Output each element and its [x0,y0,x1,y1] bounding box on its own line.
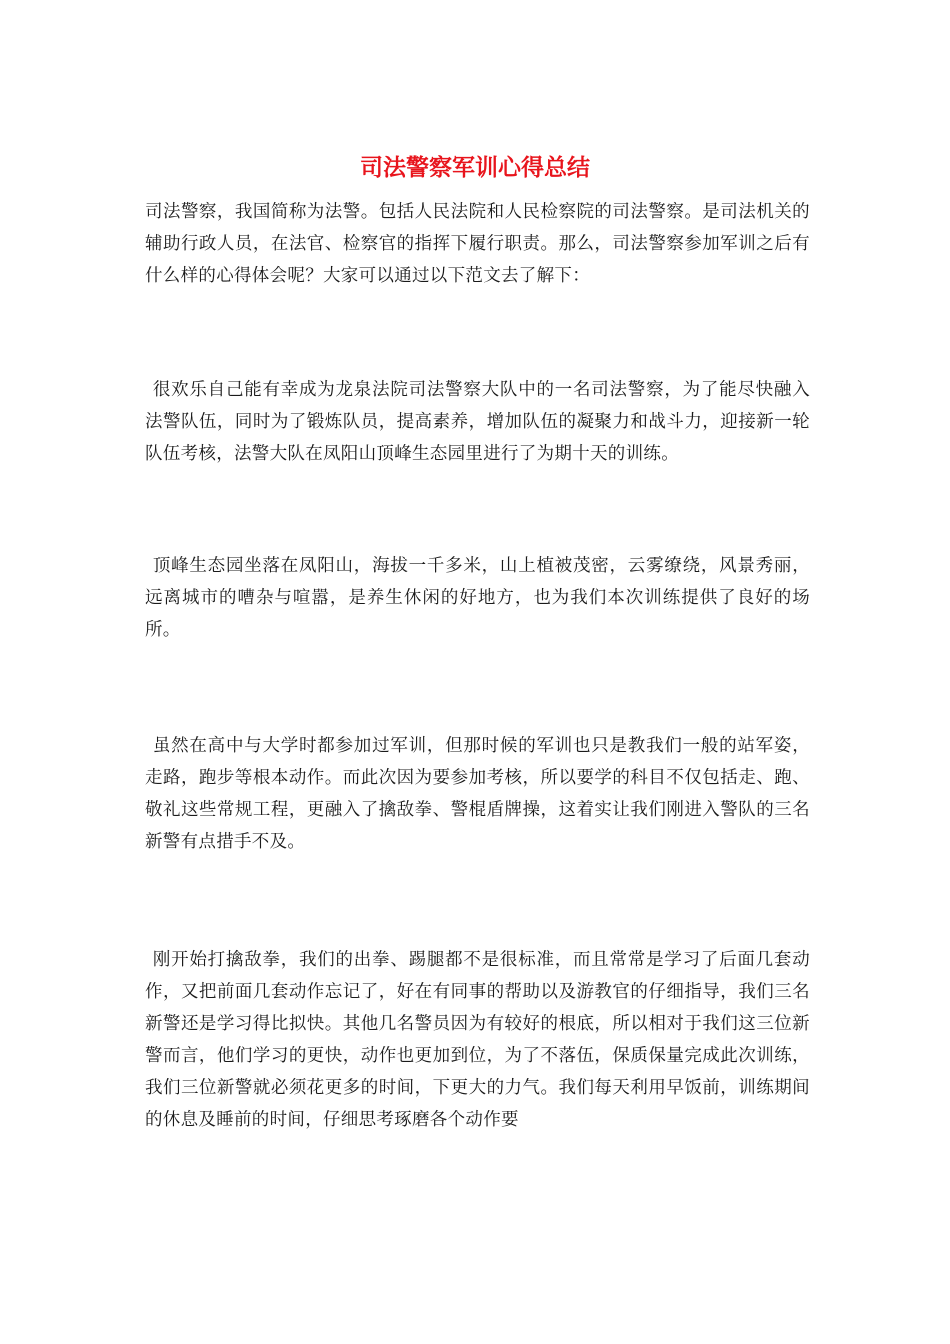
body-paragraph-3: 虽然在高中与大学时都参加过军训，但那时候的军训也只是教我们一般的站军姿，走路，跑步等根本动作。而此次因为要参加考核，所以要学的科目不仅包括走、跑、敬礼这些常规工程，更融入了擒敌拳、警棍盾牌操，这着实让我们刚进入警队的三名新警有点措手不及。 [145,736,810,852]
body-paragraph-4: 刚开始打擒敌拳，我们的出拳、踢腿都不是很标准，而且常常是学习了后面几套动作，又把前面几套动作忘记了，好在有同事的帮助以及游教官的仔细指导，我们三名新警还是学习得比拟快。其他几名警员因为有较好的根底，所以相对于我们这三位新警而言，他们学习的更快，动作也更加到位，为了不落伍，保质保量完成此次训练，我们三位新警就必须花更多的时间，下更大的力气。我们每天利用早饭前，训练期间的休息及睡前的时间，仔细思考琢磨各个动作要 [145,950,810,1130]
body-paragraph-1: 很欢乐自己能有幸成为龙泉法院司法警察大队中的一名司法警察，为了能尽快融入法警队伍，同时为了锻炼队员，提高素养，增加队伍的凝聚力和战斗力，迎接新一轮队伍考核，法警大队在凤阳山顶峰生态园里进行了为期十天的训练。 [145,380,810,464]
body-paragraph-2: 顶峰生态园坐落在凤阳山，海拔一千多米，山上植被茂密，云雾缭绕，风景秀丽，远离城市的嘈杂与喧嚣，是养生休闲的好地方，也为我们本次训练提供了良好的场所。 [145,556,810,640]
intro-paragraph: 司法警察，我国简称为法警。包括人民法院和人民检察院的司法警察。是司法机关的辅助行政人员，在法官、检察官的指挥下履行职责。那么，司法警察参加军训之后有什么样的心得体会呢？大家可以通过以下范文去了解下： [145,202,810,286]
document-title: 司法警察军训心得总结 [360,155,590,181]
